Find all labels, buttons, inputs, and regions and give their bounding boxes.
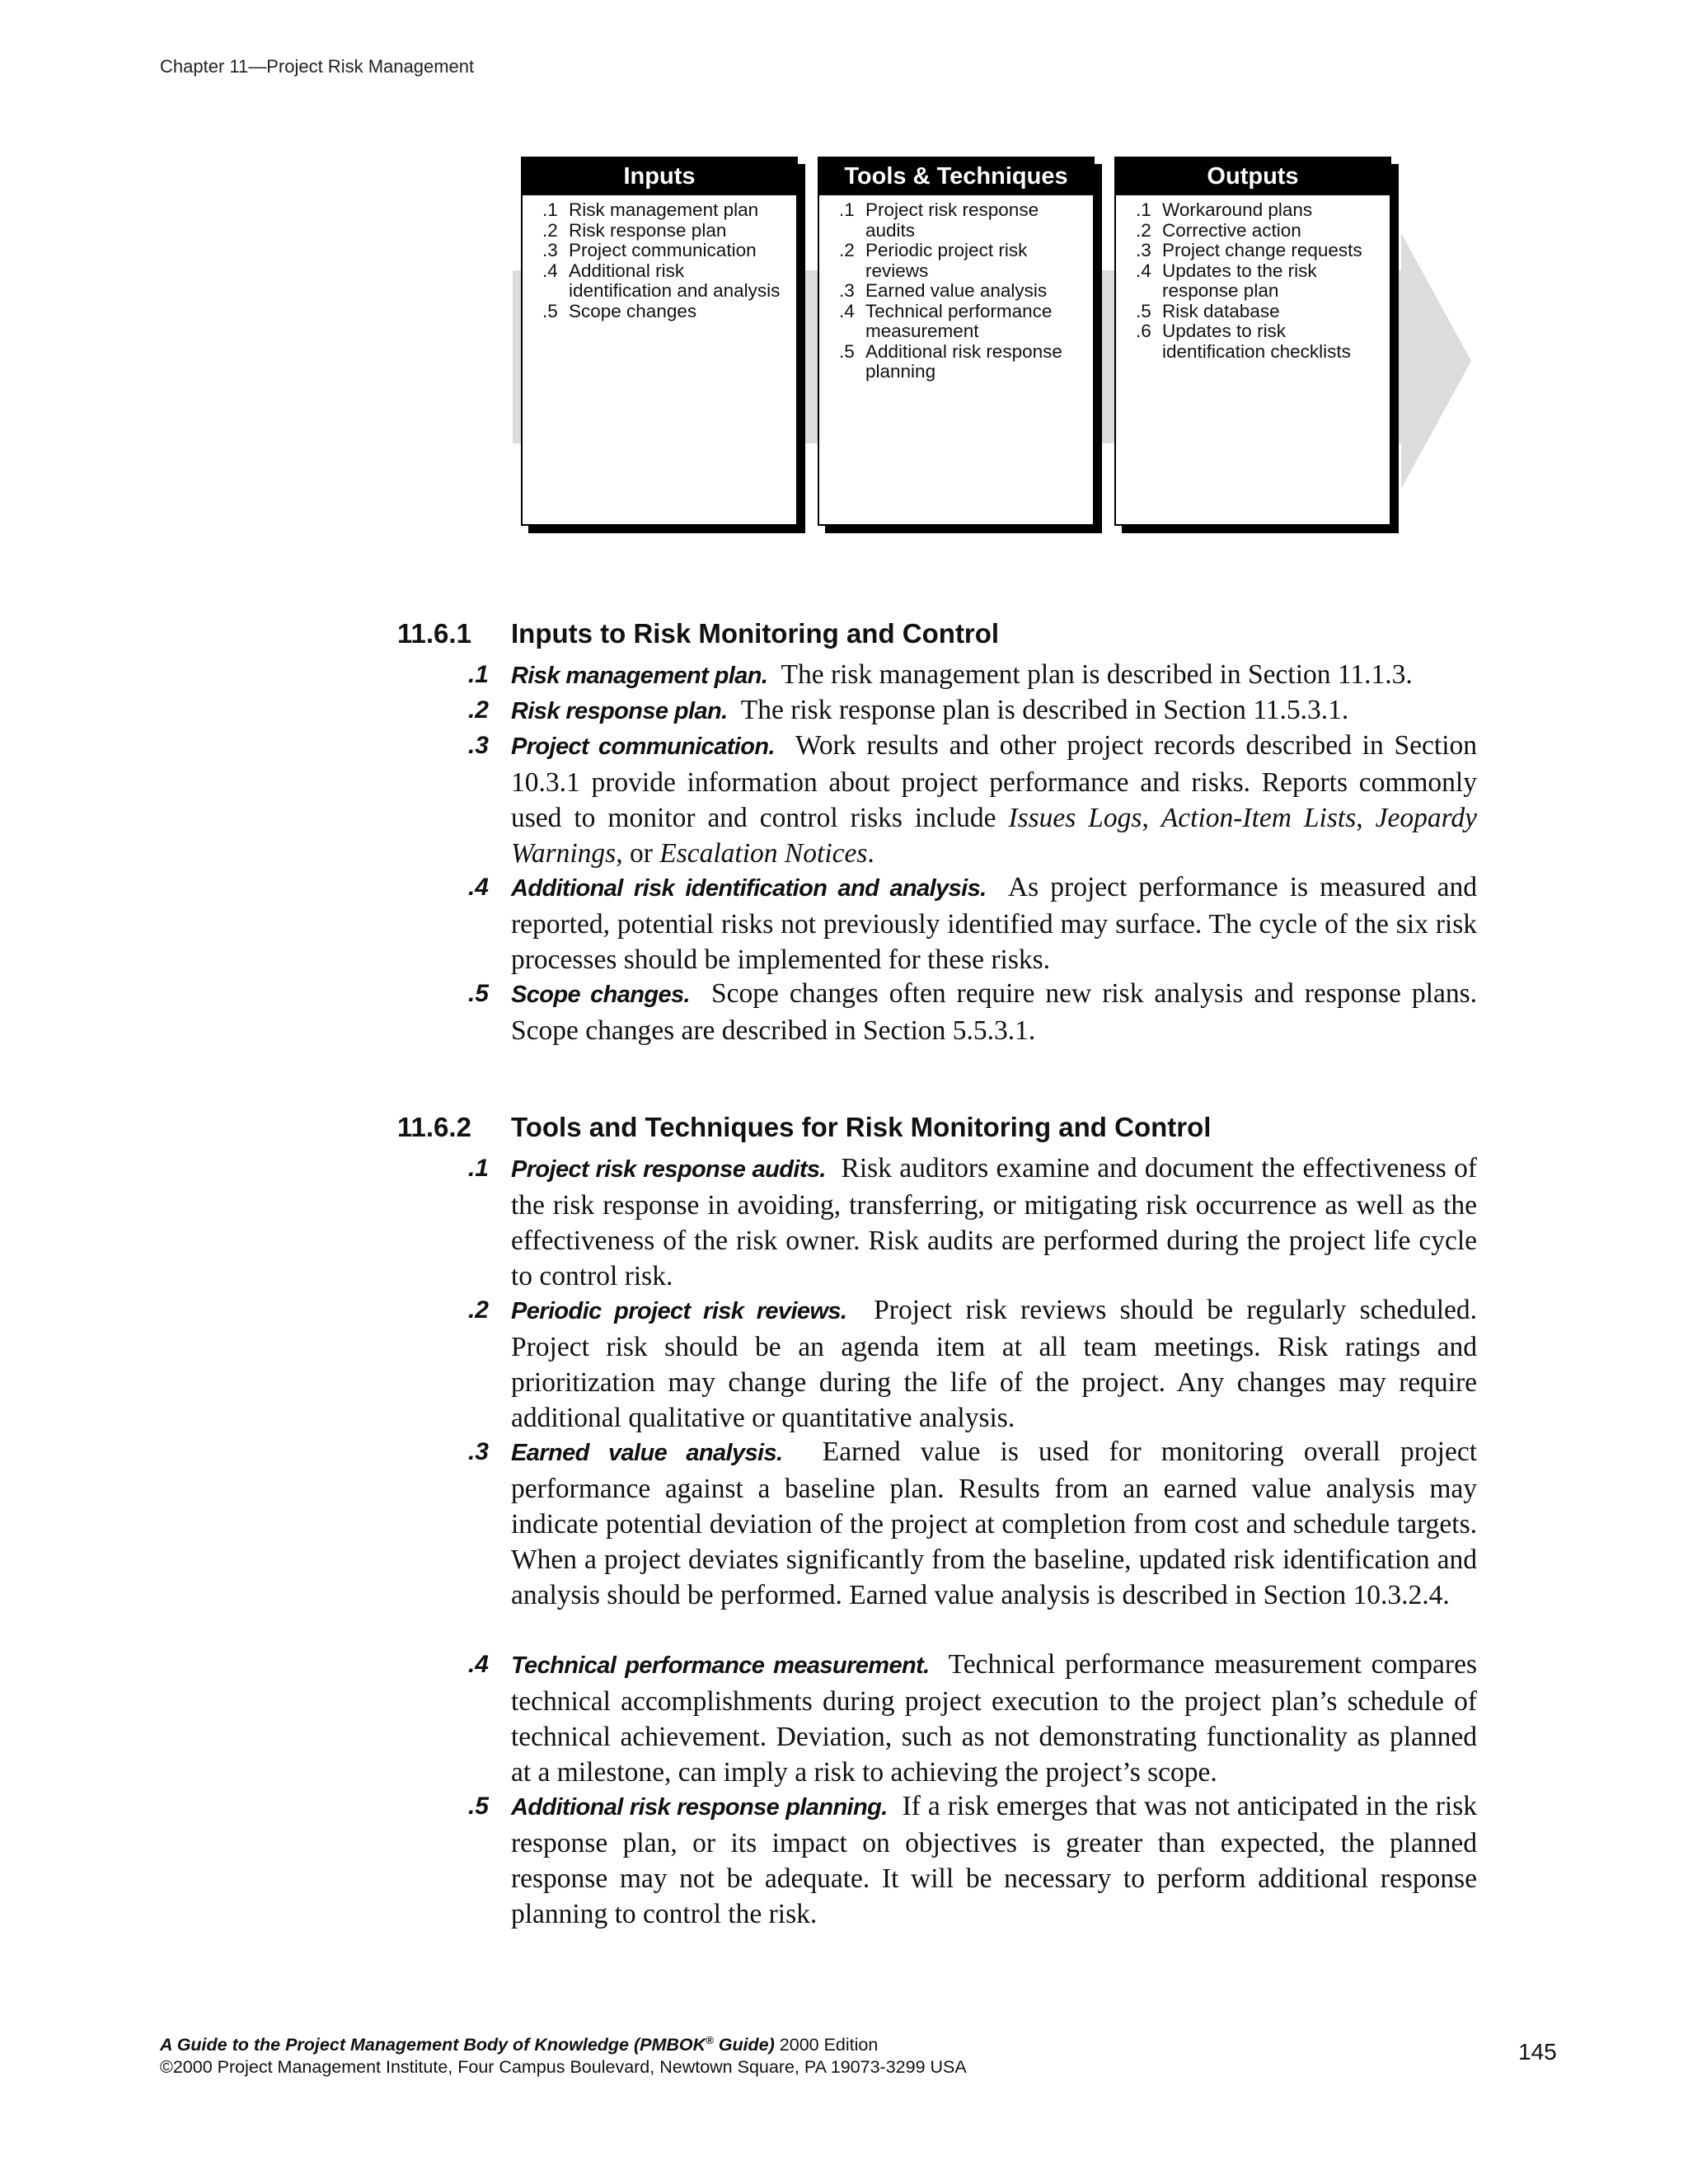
diagram-band-connector-2 bbox=[1096, 270, 1116, 443]
item-text: Additional risk response planning bbox=[865, 340, 1062, 382]
item-text: Risk database bbox=[1162, 300, 1280, 321]
separator: , or bbox=[616, 838, 660, 869]
item-number: .1 bbox=[467, 1155, 489, 1182]
outputs-list bbox=[1116, 195, 1390, 362]
item-text: The risk response plan is described in Section 11.5.3.1. bbox=[740, 695, 1349, 725]
item-number: .6 bbox=[1136, 321, 1151, 341]
item-body bbox=[511, 1151, 1477, 1294]
item-text: Risk response plan bbox=[569, 219, 727, 241]
list-item bbox=[1136, 321, 1383, 362]
item-text: Risk management plan bbox=[569, 199, 759, 220]
footer-copyright: ©2000 Project Management Institute, Four Campus Boulevard, Newtown Square, PA 19073-3299 USA bbox=[160, 2057, 967, 2078]
item-text: Project communication bbox=[569, 240, 757, 260]
report-name: Escalation Notices bbox=[659, 838, 868, 869]
item-text: If a risk emerges that was not anticipated in the risk response plan, or its impact on objectives is greater than expected, the planned response may not be adequate. It will be necessary to perform additional response planning to control the risk. bbox=[511, 1791, 1477, 1929]
item-text: Periodic project risk reviews bbox=[865, 240, 1028, 281]
edition: 2000 Edition bbox=[774, 2035, 879, 2055]
diagram-band-connector-1 bbox=[799, 270, 819, 443]
separator: . bbox=[867, 838, 874, 869]
item-text: Technical performance measurement bbox=[865, 300, 1053, 341]
list-item bbox=[839, 200, 1086, 241]
tools-list bbox=[819, 195, 1093, 382]
item-lead: Project communication. bbox=[511, 733, 775, 760]
item-lead: Risk response plan. bbox=[511, 698, 728, 724]
section-number: 11.6.2 bbox=[397, 1112, 471, 1142]
item-number: .4 bbox=[839, 300, 855, 321]
item-body bbox=[511, 1788, 1477, 1932]
list-item bbox=[839, 302, 1086, 342]
item-number: .4 bbox=[1136, 260, 1151, 281]
item-lead: Earned value analysis. bbox=[511, 1440, 783, 1466]
report-name: Jeopardy Warnings bbox=[511, 803, 1477, 869]
list-item bbox=[839, 342, 1086, 382]
section-title: Tools and Techniques for Risk Monitoring and Control bbox=[511, 1112, 1212, 1142]
item-lead: Scope changes. bbox=[511, 982, 691, 1008]
item-text: Earned value is used for monitoring overall project performance against a baseline plan. Results from an earned value analysis may indicate potential deviation of the project at completion from cost and schedule targets. When a project deviates significantly from the baseline, updated risk identification and analysis should be performed. Earned value analysis is described in Section 10.3.2.4. bbox=[511, 1436, 1477, 1610]
process-flow-arrow-icon bbox=[1401, 233, 1475, 489]
item-text: Updates to risk identification checklists bbox=[1162, 321, 1351, 362]
list-item bbox=[1136, 221, 1383, 241]
item-text: Technical performance measurement compares technical accomplishments during project execution to the project plan’s schedule of technical achievement. Deviation, such as not demonstrating functionality as planned at a milestone, can imply a risk to achieving the project’s scope. bbox=[511, 1649, 1477, 1788]
item-lead: Periodic project risk reviews. bbox=[511, 1298, 847, 1324]
registered-mark: ® bbox=[706, 2034, 714, 2046]
running-head: Chapter 11—Project Risk Management bbox=[160, 56, 475, 77]
item-number: .5 bbox=[467, 980, 489, 1007]
tools-box-title: Tools & Techniques bbox=[819, 158, 1093, 195]
item-lead: Additional risk response planning. bbox=[511, 1794, 888, 1821]
item-body bbox=[511, 1647, 1477, 1790]
list-item bbox=[542, 221, 790, 241]
list-item bbox=[542, 200, 790, 221]
tools-techniques-box bbox=[818, 157, 1095, 526]
item-lead: Additional risk identification and analysis. bbox=[511, 875, 987, 902]
separator: , bbox=[1356, 803, 1376, 833]
list-item bbox=[542, 302, 790, 322]
outputs-box bbox=[1114, 157, 1391, 526]
item-lead: Risk management plan. bbox=[511, 663, 768, 689]
list-item bbox=[542, 261, 790, 302]
inputs-box bbox=[521, 157, 798, 526]
item-number: .5 bbox=[542, 300, 558, 321]
item-body bbox=[511, 976, 1477, 1048]
item-body bbox=[511, 1292, 1477, 1436]
item-number: .1 bbox=[1136, 199, 1151, 220]
item-text: Scope changes often require new risk analysis and response plans. Scope changes are described in Section 5.5.3.1. bbox=[511, 978, 1477, 1046]
guide-title: A Guide to the Project Management Body of Knowledge (PMBOK bbox=[160, 2035, 706, 2055]
item-text: Corrective action bbox=[1162, 219, 1301, 241]
item-number: .3 bbox=[467, 1438, 489, 1465]
section-title: Inputs to Risk Monitoring and Control bbox=[511, 618, 1000, 649]
item-text: Scope changes bbox=[569, 300, 697, 321]
separator: , bbox=[1142, 803, 1161, 833]
item-number: .2 bbox=[467, 696, 489, 724]
item-number: .4 bbox=[467, 874, 489, 901]
item-text: Project change requests bbox=[1162, 240, 1362, 260]
list-item bbox=[839, 281, 1086, 302]
item-text: Risk auditors examine and document the effectiveness of the risk response in avoiding, transferring, or mitigating risk occurrence as well as the effectiveness of the risk owner. Risk audits are performed during the project life cycle to control risk. bbox=[511, 1153, 1477, 1291]
item-number: .3 bbox=[542, 240, 558, 260]
list-item bbox=[839, 241, 1086, 281]
item-text: Updates to the risk response plan bbox=[1162, 260, 1317, 301]
item-number: .1 bbox=[467, 661, 489, 688]
report-name: Issues Logs bbox=[1008, 803, 1142, 833]
item-text: Earned value analysis bbox=[865, 280, 1048, 301]
item-number: .2 bbox=[1136, 219, 1151, 241]
list-item bbox=[542, 241, 790, 261]
section-number: 11.6.1 bbox=[397, 618, 471, 649]
item-number: .5 bbox=[1136, 300, 1151, 321]
item-lead: Technical performance measurement. bbox=[511, 1652, 930, 1679]
item-text: Workaround plans bbox=[1162, 199, 1313, 220]
page-number: 145 bbox=[1518, 2039, 1557, 2064]
item-body bbox=[511, 657, 1477, 694]
list-item bbox=[1136, 261, 1383, 302]
page-footer bbox=[160, 2029, 967, 2079]
item-body bbox=[511, 869, 1477, 977]
item-number: .1 bbox=[542, 199, 558, 220]
footer-citation bbox=[160, 2029, 967, 2056]
item-body bbox=[511, 1434, 1477, 1613]
item-number: .2 bbox=[467, 1296, 489, 1324]
item-body bbox=[511, 692, 1477, 729]
item-number: .2 bbox=[839, 240, 855, 260]
process-diagram bbox=[511, 155, 1484, 542]
item-body bbox=[511, 728, 1477, 871]
item-text: The risk management plan is described in Section 11.1.3. bbox=[781, 659, 1413, 690]
item-number: .2 bbox=[542, 219, 558, 241]
item-number: .3 bbox=[467, 732, 489, 759]
list-item bbox=[1136, 302, 1383, 322]
item-text: Project risk response audits bbox=[865, 199, 1039, 241]
item-number: .3 bbox=[839, 280, 855, 301]
item-number: .5 bbox=[839, 340, 855, 362]
item-number: .3 bbox=[1136, 240, 1151, 260]
item-number: .4 bbox=[542, 260, 558, 281]
item-text: Project risk reviews should be regularly scheduled. Project risk should be an agenda item at all team meetings. Risk ratings and prioritization may change during the life of the project. Any changes may require additional qualitative or quantitative analysis. bbox=[511, 1295, 1478, 1433]
item-number: .5 bbox=[467, 1793, 489, 1820]
item-text: Additional risk identification and analysis bbox=[569, 260, 781, 301]
report-name: Action-Item Lists bbox=[1160, 803, 1357, 833]
list-item bbox=[1136, 241, 1383, 261]
item-text: Work results and other project records described in Section 10.3.1 provide information about project performance and risks. Reports commonly used to monitor and control risks include bbox=[511, 730, 1478, 833]
inputs-box-title: Inputs bbox=[523, 158, 796, 195]
outputs-box-title: Outputs bbox=[1116, 158, 1390, 195]
item-lead: Project risk response audits. bbox=[511, 1156, 826, 1183]
item-number: .1 bbox=[839, 199, 855, 220]
item-number: .4 bbox=[467, 1651, 489, 1678]
guide-word: Guide) bbox=[713, 2035, 775, 2055]
item-text: As project performance is measured and reported, potential risks not previously identified may surface. The cycle of the six risk processes should be implemented for these risks. bbox=[511, 872, 1478, 975]
inputs-list bbox=[523, 195, 796, 321]
list-item bbox=[1136, 200, 1383, 221]
